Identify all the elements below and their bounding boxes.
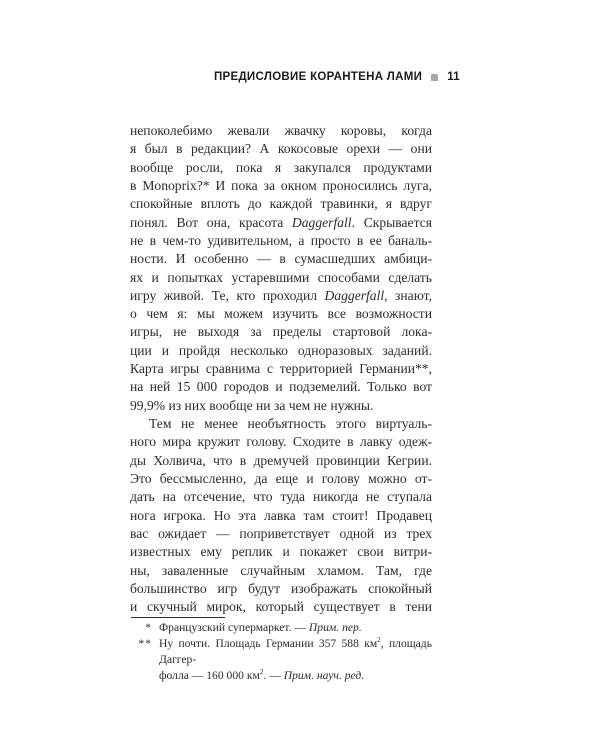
footnotes-block <box>130 620 432 684</box>
body-line: на ней 15 000 городов и подземелий. Только вот <box>130 379 432 395</box>
italic-text: Прим. науч. ред. <box>283 668 365 682</box>
footnote-line <box>130 620 432 636</box>
footnote-line <box>130 636 432 668</box>
superscript: 2 <box>377 636 381 645</box>
body-line: и скучный мирок, который существует в тени <box>130 599 432 615</box>
body-line: игру живой. Те, кто проходил Daggerfall, знают, <box>130 287 432 303</box>
body-line: нога игрока. Но эта лавка там стоит! Продавец <box>130 507 432 523</box>
footnote-marker: ** <box>138 636 152 650</box>
body-line: понял. Вот она, красота Daggerfall. Скрывается <box>130 214 432 230</box>
body-line: большинство игр будут изображать спокойный <box>130 580 432 596</box>
body-line: спокойные вплоть до каждой травинки, я вдруг <box>130 196 432 212</box>
body-line: дать на отсечение, что туда никогда не ступала <box>130 489 432 505</box>
body-line: ды Холвича, что в дремучей провинции Кегрии. <box>130 452 432 468</box>
body-line: ции и пройдя несколько одноразовых заданий. <box>130 342 432 358</box>
body-line: ного мира кружит голову. Сходите в лавку одеж- <box>130 434 432 450</box>
footnote-text: фолла — 160 000 $км^2$. — Прим. науч. ред. <box>159 667 365 682</box>
footnote-text: Французский супермаркет. — Прим. пер. <box>159 621 362 634</box>
footnote-text: Ну почти. Площадь Германии 357 588 $км^2$, площадь Даггер- <box>159 636 432 666</box>
running-header <box>130 70 460 84</box>
body-line: вас ожидает — поприветствует одной из трех <box>130 525 432 541</box>
body-line: известных ему реплик и покажет свои витри- <box>130 544 432 560</box>
body-line: ях и попытках устаревшими способами сделать <box>130 269 432 285</box>
body-line: я был в редакции? А кокосовые орехи — они <box>130 141 432 157</box>
body-line: ны, заваленные случайным хламом. Там, где <box>130 562 432 578</box>
body-line: непоколебимо жевали жвачку коровы, когда <box>130 123 432 138</box>
italic-text: Daggerfall <box>324 287 385 303</box>
footnote-rule <box>131 617 225 618</box>
italic-text: Daggerfall <box>291 214 352 230</box>
body-line: вообще росли, пока я закупался продуктами <box>130 159 432 175</box>
body-line: о чем я: мы можем изучить все возможности <box>130 306 432 322</box>
page-number: 11 <box>447 71 460 83</box>
body-line: Карта игры сравнима с территорией Германии**, <box>130 361 432 377</box>
body-line: не в чем-то удивительном, а просто в ее баналь- <box>130 232 432 248</box>
body-text-block <box>130 122 432 616</box>
superscript: 2 <box>259 667 264 676</box>
header-title: ПРЕДИСЛОВИЕ КОРАНТЕНА ЛАМИ <box>213 71 423 83</box>
body-line: в Monoprix?* И пока за окном проносились луга, <box>130 177 432 193</box>
body-line: 99,9% из них вообще ни за чем не нужны. <box>130 397 374 413</box>
footnote-line <box>130 668 432 684</box>
body-line: ности. И особенно — в сумасшедших амбици- <box>130 251 432 267</box>
body-line: игры, не выходя за пределы стартовой лока- <box>130 324 432 340</box>
body-line: Это бессмысленно, да еще и голову можно от- <box>130 470 432 486</box>
footnote-marker: * <box>145 621 152 634</box>
header-separator-square <box>431 74 438 81</box>
body-line: Тем не менее необъятность этого виртуаль- <box>149 416 432 431</box>
italic-text: Прим. пер. <box>308 621 362 634</box>
